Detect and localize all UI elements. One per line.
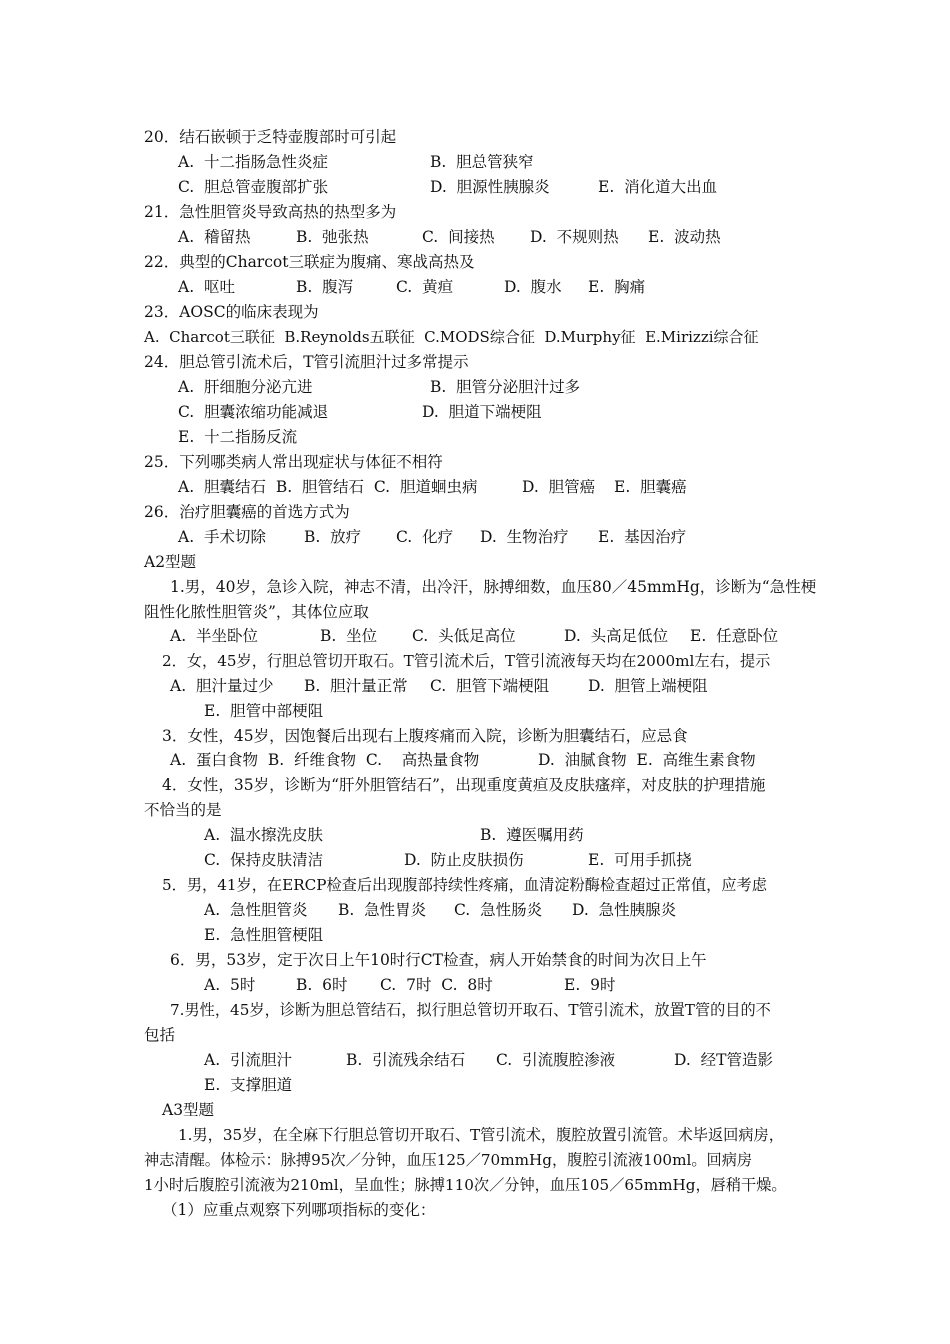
a3-case-line-1: 1.男，35岁，在全麻下行胆总管切开取石、T管引流术，腹腔放置引流管。术毕返回病房，	[178, 1126, 784, 1144]
option: B. 胆汁量正常	[304, 677, 408, 695]
option: D. 头高足低位	[564, 627, 669, 645]
option-row: D. 油腻食物 E. 高维生素食物	[538, 751, 756, 769]
section-heading-a2: A2型题	[144, 553, 197, 571]
option: D. 胆管癌	[522, 478, 596, 496]
a2-question-1-stem-cont: 阻性化脓性胆管炎”，其体位应取	[144, 603, 369, 621]
option: C. 保持皮肤清洁	[204, 851, 324, 869]
option: E. 9时	[564, 976, 616, 994]
option: A. 急性胆管炎	[204, 901, 308, 919]
a2-question-3-stem: 3．女性，45岁，因饱餐后出现右上腹疼痛而入院，诊断为胆囊结石，应忌食	[162, 727, 688, 745]
option: E. 消化道大出血	[598, 178, 718, 196]
section-heading-a3: A3型题	[162, 1101, 215, 1119]
option: B. 放疗	[304, 528, 362, 546]
question-25-stem: 25．下列哪类病人常出现症状与体征不相符	[144, 453, 443, 471]
option: B. 急性胃炎	[338, 901, 427, 919]
a3-case-line-2: 神志清醒。体检示：脉搏95次／分钟，血压125／70mmHg，腹腔引流液100ml。回病房	[144, 1151, 753, 1169]
option: C. 黄疸	[396, 278, 454, 296]
option: B. 6时	[296, 976, 348, 994]
option: D. 腹水	[504, 278, 562, 296]
option: C. 引流腹腔渗液	[496, 1051, 616, 1069]
option: A. 半坐卧位	[170, 627, 258, 645]
option-row: A. 蛋白食物 B. 纤维食物 C. 高热量食物	[170, 751, 480, 769]
option: C. 胆管下端梗阻	[430, 677, 550, 695]
option: E. 可用手抓挠	[588, 851, 692, 869]
a2-question-5-stem: 5．男，41岁，在ERCP检查后出现腹部持续性疼痛，血清淀粉酶检查超过正常值，应考虑	[162, 876, 767, 894]
option: D. 生物治疗	[480, 528, 569, 546]
option: D. 胆管上端梗阻	[588, 677, 708, 695]
question-20-stem: 20．结石嵌顿于乏特壶腹部时可引起	[144, 128, 397, 146]
option: D. 经T管造影	[674, 1051, 773, 1069]
option: B. 腹泻	[296, 278, 354, 296]
option: E. 急性胆管梗阻	[204, 926, 324, 944]
question-24-stem: 24．胆总管引流术后，T管引流胆汁过多常提示	[144, 353, 469, 371]
option: B. 坐位	[320, 627, 378, 645]
option: E. 波动热	[648, 228, 721, 246]
option: A. 引流胆汁	[204, 1051, 292, 1069]
option: B. 弛张热	[296, 228, 369, 246]
a3-case-line-3: 1小时后腹腔引流液为210ml，呈血性；脉搏110次／分钟，血压105／65mmHg，唇稍干燥。	[144, 1176, 787, 1194]
option: E. 任意卧位	[690, 627, 779, 645]
option: B. 胆管分泌胆汁过多	[430, 378, 581, 396]
option: B. 遵医嘱用药	[480, 826, 584, 844]
question-23-stem: 23．AOSC的临床表现为	[144, 303, 319, 321]
option: C. 急性肠炎	[454, 901, 543, 919]
option: A. 胆汁量过少	[170, 677, 274, 695]
option: D. 胆道下端梗阻	[422, 403, 542, 421]
option: B. 胆总管狭窄	[430, 153, 534, 171]
option: D. 胆源性胰腺炎	[430, 178, 550, 196]
option-row: A. 胆囊结石 B. 胆管结石 C. 胆道蛔虫病	[178, 478, 478, 496]
option: A. 手术切除	[178, 528, 266, 546]
option-row: A. Charcot三联征 B.Reynolds五联征 C.MODS综合征 D.Murphy征 E.Mirizzi综合征	[144, 328, 759, 346]
option: E. 胆管中部梗阻	[204, 702, 324, 720]
option: B. 引流残余结石	[346, 1051, 466, 1069]
question-22-stem: 22．典型的Charcot三联症为腹痛、寒战高热及	[144, 253, 475, 271]
option: A. 肝细胞分泌亢进	[178, 378, 313, 396]
option: D. 急性胰腺炎	[572, 901, 677, 919]
option: E. 胆囊癌	[614, 478, 687, 496]
a2-question-4-stem: 4．女性，35岁，诊断为“肝外胆管结石”，出现重度黄疸及皮肤瘙痒，对皮肤的护理措施	[162, 776, 766, 794]
question-21-stem: 21．急性胆管炎导致高热的热型多为	[144, 203, 397, 221]
question-26-stem: 26．治疗胆囊癌的首选方式为	[144, 503, 350, 521]
option: A. 十二指肠急性炎症	[178, 153, 328, 171]
option: E. 基因治疗	[598, 528, 687, 546]
option: A. 稽留热	[178, 228, 251, 246]
option: C. 间接热	[422, 228, 495, 246]
option: D. 不规则热	[530, 228, 619, 246]
option: C. 胆总管壶腹部扩张	[178, 178, 329, 196]
option: E. 十二指肠反流	[178, 428, 298, 446]
option-row: C. 7时 C. 8时	[380, 976, 493, 994]
option: D. 防止皮肤损伤	[404, 851, 524, 869]
option: A. 温水擦洗皮肤	[204, 826, 323, 844]
a2-question-2-stem: 2．女，45岁，行胆总管切开取石。T管引流术后，T管引流液每天均在2000ml左右，提示	[162, 652, 771, 670]
option: E. 支撑胆道	[204, 1076, 293, 1094]
option: A. 5时	[204, 976, 256, 994]
a2-question-1-stem: 1.男，40岁，急诊入院，神志不清，出冷汗，脉搏细数，血压80／45mmHg，诊断为“急性梗	[170, 578, 817, 596]
option: C. 头低足高位	[412, 627, 516, 645]
option: E. 胸痛	[588, 278, 646, 296]
a2-question-6-stem: 6．男，53岁，定于次日上午10时行CT检查，病人开始禁食的时间为次日上午	[170, 951, 707, 969]
a2-question-7-stem-cont: 包括	[144, 1026, 176, 1044]
option: C. 化疗	[396, 528, 454, 546]
option: C. 胆囊浓缩功能减退	[178, 403, 329, 421]
a3-subquestion-1: （1）应重点观察下列哪项指标的变化：	[162, 1201, 436, 1219]
a2-question-4-stem-cont: 不恰当的是	[144, 801, 222, 819]
option: A. 呕吐	[178, 278, 235, 296]
a2-question-7-stem: 7.男性，45岁，诊断为胆总管结石，拟行胆总管切开取石、T管引流术，放置T管的目的不	[170, 1001, 771, 1019]
